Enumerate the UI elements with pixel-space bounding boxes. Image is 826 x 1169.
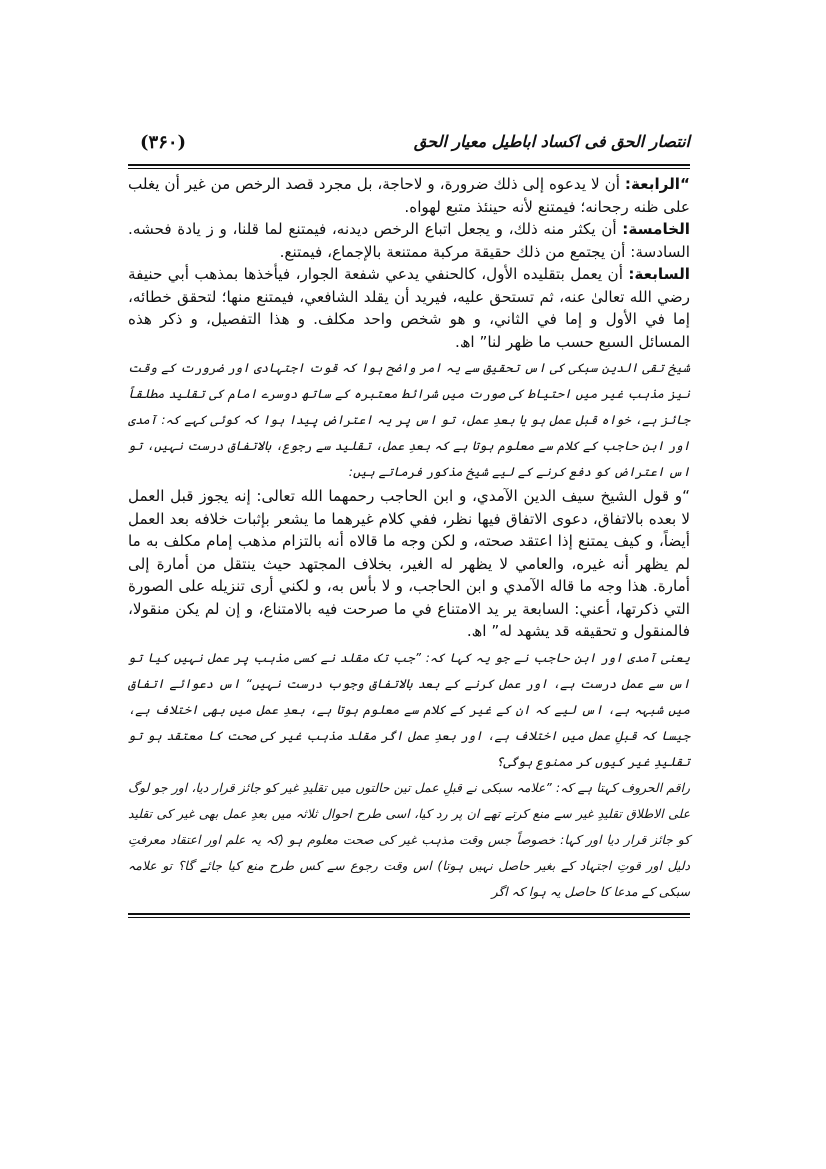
arabic-paragraph [128, 263, 690, 353]
section-term: الخامسة: [622, 220, 690, 238]
urdu-paragraph: راقم الحروف کہتا ہے کہ: ”علامہ سبکی نے قبلِ عمل تین حالتوں میں تقلیدِ غیر کو جائز قرار دیا، اور جو لوگ علی الاطلاق تقلیدِ غیر سے منع کرتے تھے ان پر رد کیا، اسی طرح احوال ثلاثہ میں بعدِ عمل بھی غیر کی تقلید کو جائز قرار دیا اور کہا: خصوصاً جس وقت مذہب غیر کی صحت معلوم ہو (کہ یہ علم اور اعتقاد معرفتِ دلیل اور قوتِ اجتہاد کے بغیر حاصل نہیں ہوتا) اس وقت رجوع سے کس طرح منع کیا جائے گا؟ تو علامہ سبکی کے مدعا کا حاصل یہ ہوا کہ اگر [128, 779, 690, 899]
section-term: السابعة: [628, 265, 690, 283]
arabic-quote: “و قول الشيخ سيف الدين الآمدي، و ابن الحاجب رحمهما الله تعالى: إنه يجوز قبل العمل لا بعده بالاتفاق، دعوى الاتفاق فيها نظر، ففي كلام غيرهما ما يشعر بإثبات خلافه بعد العمل أيضاً، و كيف يمتنع إذا اعتقد صحته، و لكن وجه ما قالاه أنه بالتزام مذهب إمام مكلف به ما لم يظهر أنه غيره، والعامي لا يظهر له الغير، بخلاف المجتهد حيث ينتقل من أمارة إلى أمارة. هذا وجه ما قاله الآمدي و ابن الحاجب، و لا بأس به، و لكني أرى تنزيله على الصورة التي ذكرتها، أعني: السابعة ير يد الامتناع في ما صرحت فيه بالامتناع، و إن لم يكن منقولا، فالمنقول و تحقيقه قد يشهد له” اھ. [128, 487, 690, 640]
running-title: انتصار الحق فی اکساد اباطیل معیار الحق [413, 132, 690, 151]
header-rule [128, 164, 690, 169]
footer-rule [128, 913, 690, 918]
urdu-paragraph: شیخ تقی الدین سبکی کی اس تحقیق سے یہ امر واضح ہوا کہ قوت اجتہادی اور ضرورت کے وقت نیز مذہب غیر میں احتیاط کی صورت میں شرائط معتبرہ کے ساتھ دوسرے امام کی تقلید مطلقاً جائز ہے، خواہ قبل عمل ہو یا بعدِ عمل، تو اس پر یہ اعتراض پیدا ہوا کہ کوئی کہے کہ: آمدی اور ابن حاجب کے کلام سے معلوم ہوتا ہے کہ بعدِ عمل، تقلید سے رجوع، بالاتفاق درست نہیں، تو اس اعتراض کو دفع کرنے کے لیے شیخ مذکور فرماتے ہیں: [128, 360, 690, 479]
urdu-paragraph: یعنی آمدی اور ابن حاجب نے جو یہ کہا کہ: ”جب تک مقلد نے کسی مذہب پر عمل نہیں کیا تو اس سے عمل درست ہے، اور عمل کرنے کے بعد بالاتفاق وجوب درست نہیں“ اس دعوائے اتفاق میں شبہہ ہے، اس لیے کہ ان کے غیر کے کلام سے معلوم ہوتا ہے، بعدِ عمل میں بھی اختلاف ہے، جیسا کہ قبلِ عمل میں اختلاف ہے، اور بعدِ عمل اگر مقلد مذہب غیر کی صحت کا معتقد ہو تو تقلیدِ غیر کیوں کر ممنوع ہوگی؟ [128, 649, 690, 769]
paragraph-text: أن يكثر منه ذلك، و يجعل اتباع الرخص ديدنه، فيمتنع لما قلنا، و ز يادة فحشه. السادسة: أن يجتمع من ذلك حقيقة مركبة ممتنعة بالإجماع، فيمتنع. [128, 220, 690, 261]
arabic-paragraph [128, 218, 690, 263]
page [128, 128, 690, 918]
page-number: (۳۶۰) [140, 132, 187, 153]
page-header [128, 128, 690, 164]
paragraph-text: أن يعمل بتقليده الأول، كالحنفي يدعي شفعة الجوار، فيأخذها بمذهب أبي حنيفة رضي الله تعالىٰ عنه، ثم تستحق عليه، فيريد أن يقلد الشافعي، فيمتنع منها؛ لتحقق خطائه، إما في الأول و إما في الثاني، و هو شخص واحد مكلف. و هذا التفصيل، و ذكر هذه المسائل السبع حسب ما ظهر لنا” اھ. [128, 265, 690, 351]
paragraph-text: أن لا يدعوه إلى ذلك ضرورة، و لاحاجة، بل مجرد قصد الرخص من غير أن يغلب على ظنه رجحانه؛ فيمتنع لأنه حينئذ متبع لهواه. [128, 175, 690, 216]
arabic-paragraph [128, 173, 690, 218]
section-term: “الرابعة: [624, 175, 690, 193]
page-body [128, 173, 690, 905]
